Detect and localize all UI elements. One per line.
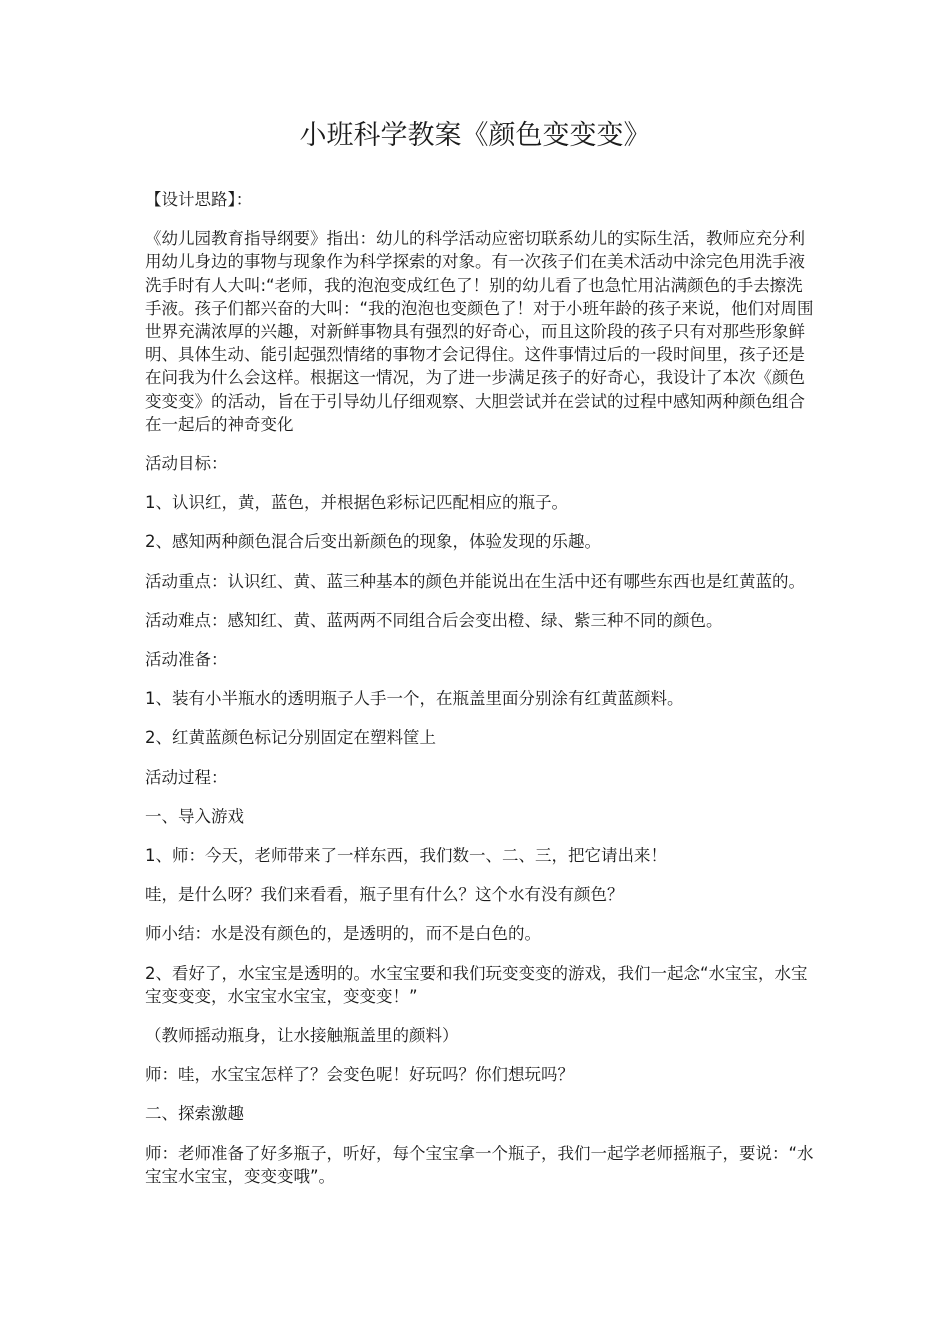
key-point: 活动重点：认识红、黄、蓝三种基本的颜色并能说出在生活中还有哪些东西也是红黄蓝的。 (145, 571, 805, 591)
section-heading-design-idea: 【设计思路】： (145, 190, 253, 209)
section-heading-process: 活动过程： (145, 767, 228, 787)
process-paragraph: 师：哇，水宝宝怎样了？会变色呢！好玩吗？你们想玩吗？ (145, 1065, 574, 1085)
goal-item-2: 2、感知两种颜色混合后变出新颜色的现象，体验发现的乐趣。 (145, 532, 601, 552)
process-step-heading-2: 二、探索激趣 (145, 1104, 244, 1124)
process-paragraph: 师：老师准备了好多瓶子，听好，每个宝宝拿一个瓶子，我们一起学老师摇瓶子，要说：“水宝宝水宝宝，变变变哦”。 (145, 1143, 814, 1186)
goal-item-1: 1、认识红，黄，蓝色，并根据色彩标记匹配相应的瓶子。 (145, 493, 568, 513)
document-body (145, 188, 817, 1204)
document-title: 小班科学教案《颜色变变变》 (299, 120, 651, 151)
process-paragraph: 师小结：水是没有颜色的，是透明的，而不是白色的。 (145, 924, 541, 944)
section-heading-preparation: 活动准备： (145, 650, 228, 670)
process-paragraph: （教师摇动瓶身，让水接触瓶盖里的颜料） (145, 1026, 459, 1046)
paragraph-design-idea: 《幼儿园教育指导纲要》指出：幼儿的科学活动应密切联系幼儿的实际生活，教师应充分利用幼儿身边的事物与现象作为科学探索的对象。有一次孩子们在美术活动中涂完色用洗手液洗手时有人大叫:“老师，我的泡泡变成红色了！别的幼儿看了也急忙用沾满颜色的手去擦洗手液。孩子们都兴奋的大叫：“我的泡泡也变颜色了！对于小班年龄的孩子来说，他们对周围世界充满浓厚的兴趣，对新鲜事物具有强烈的好奇心，而且这阶段的孩子只有对那些形象鲜明、具体生动、能引起强烈情绪的事物才会记得住。这件事情过后的一段时间里，孩子还是在问我为什么会这样。根据这一情况，为了进一步满足孩子的好奇心，我设计了本次《颜色变变变》的活动，旨在于引导幼儿仔细观察、大胆尝试并在尝试的过程中感知两种颜色组合在一起后的神奇变化 (145, 229, 814, 434)
section-heading-goals: 活动目标： (145, 454, 228, 474)
difficult-point: 活动难点：感知红、黄、蓝两两不同组合后会变出橙、绿、紫三种不同的颜色。 (145, 610, 723, 630)
preparation-item-2: 2、红黄蓝颜色标记分别固定在塑料筐上 (145, 728, 436, 748)
process-step-heading-1: 一、导入游戏 (145, 806, 244, 826)
preparation-item-1: 1、装有小半瓶水的透明瓶子人手一个，在瓶盖里面分别涂有红黄蓝颜料。 (145, 689, 684, 709)
process-paragraph: 哇，是什么呀？我们来看看，瓶子里有什么？这个水有没有颜色？ (145, 885, 624, 905)
process-paragraph: 1、师：今天，老师带来了一样东西，我们数一、二、三，把它请出来！ (145, 846, 667, 866)
process-paragraph: 2、看好了，水宝宝是透明的。水宝宝要和我们玩变变变的游戏，我们一起念“水宝宝，水宝宝变变变，水宝宝水宝宝，变变变！” (145, 963, 808, 1006)
